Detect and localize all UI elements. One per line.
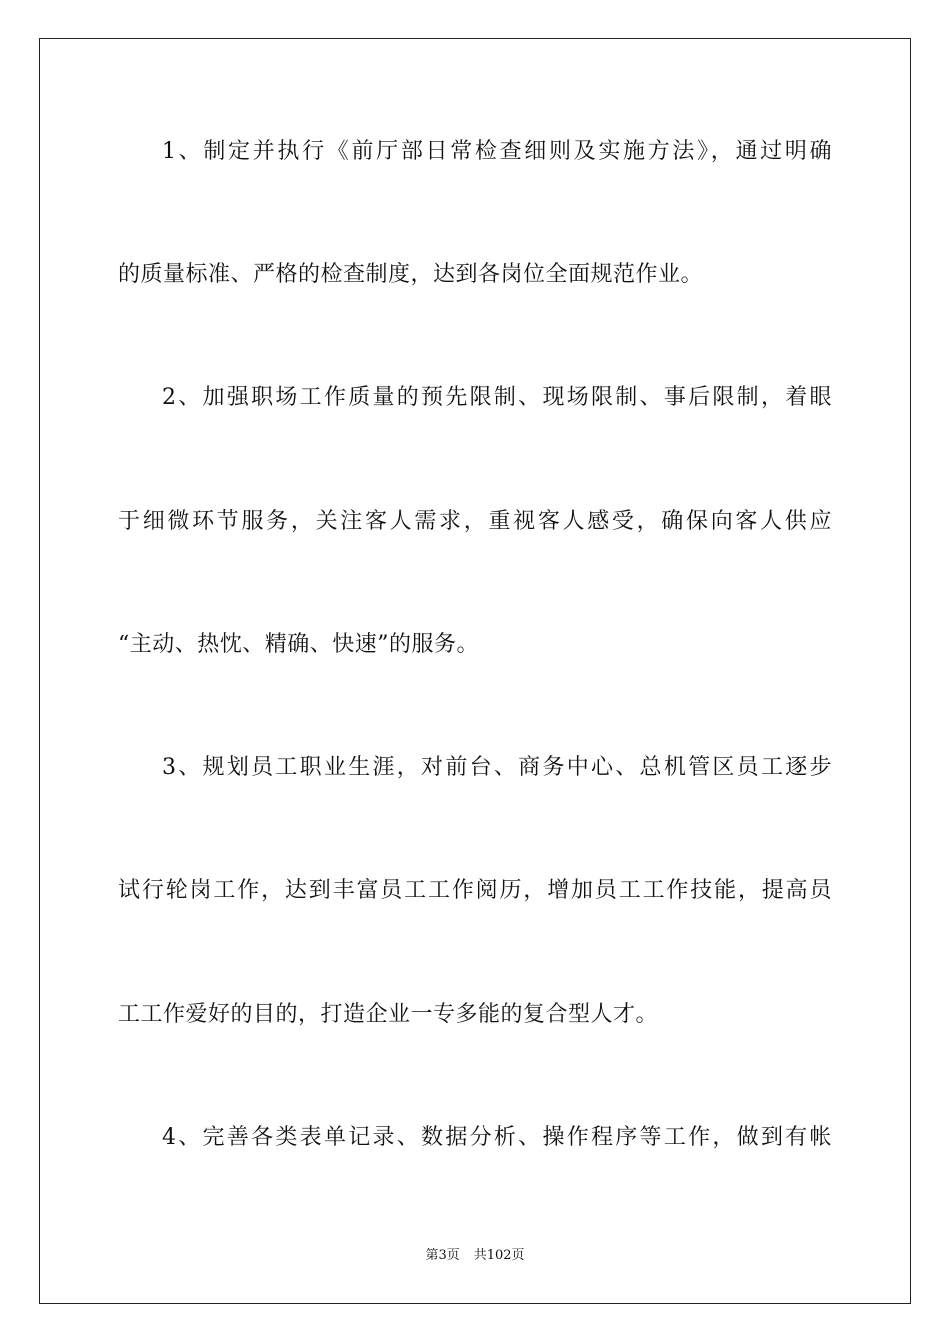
paragraph-2-line-2: 于细微环节服务，关注客人需求，重视客人感受，确保向客人供应 bbox=[118, 509, 832, 534]
page-total: 共102页 bbox=[473, 1248, 525, 1263]
paragraph-2-line-3: “主动、热忱、精确、快速”的服务。 bbox=[118, 632, 479, 657]
paragraph-2-line-1: 2、加强职场工作质量的预先限制、现场限制、事后限制，着眼 bbox=[162, 385, 832, 410]
page-number: 第3页 bbox=[425, 1248, 460, 1263]
paragraph-4-line-1: 4、完善各类表单记录、数据分析、操作程序等工作，做到有帐 bbox=[162, 1125, 832, 1150]
page-footer bbox=[0, 1247, 950, 1265]
page-border bbox=[39, 38, 911, 1304]
paragraph-3-line-2: 试行轮岗工作，达到丰富员工工作阅历，增加员工工作技能，提高员 bbox=[118, 878, 832, 903]
paragraph-1-line-2: 的质量标准、严格的检查制度，达到各岗位全面规范作业。 bbox=[118, 262, 704, 287]
paragraph-3-line-3: 工工作爱好的目的，打造企业一专多能的复合型人才。 bbox=[118, 1002, 659, 1027]
paragraph-3-line-1: 3、规划员工职业生涯，对前台、商务中心、总机管区员工逐步 bbox=[162, 755, 832, 780]
paragraph-1-line-1: 1、制定并执行《前厅部日常检查细则及实施方法》，通过明确 bbox=[162, 139, 832, 164]
